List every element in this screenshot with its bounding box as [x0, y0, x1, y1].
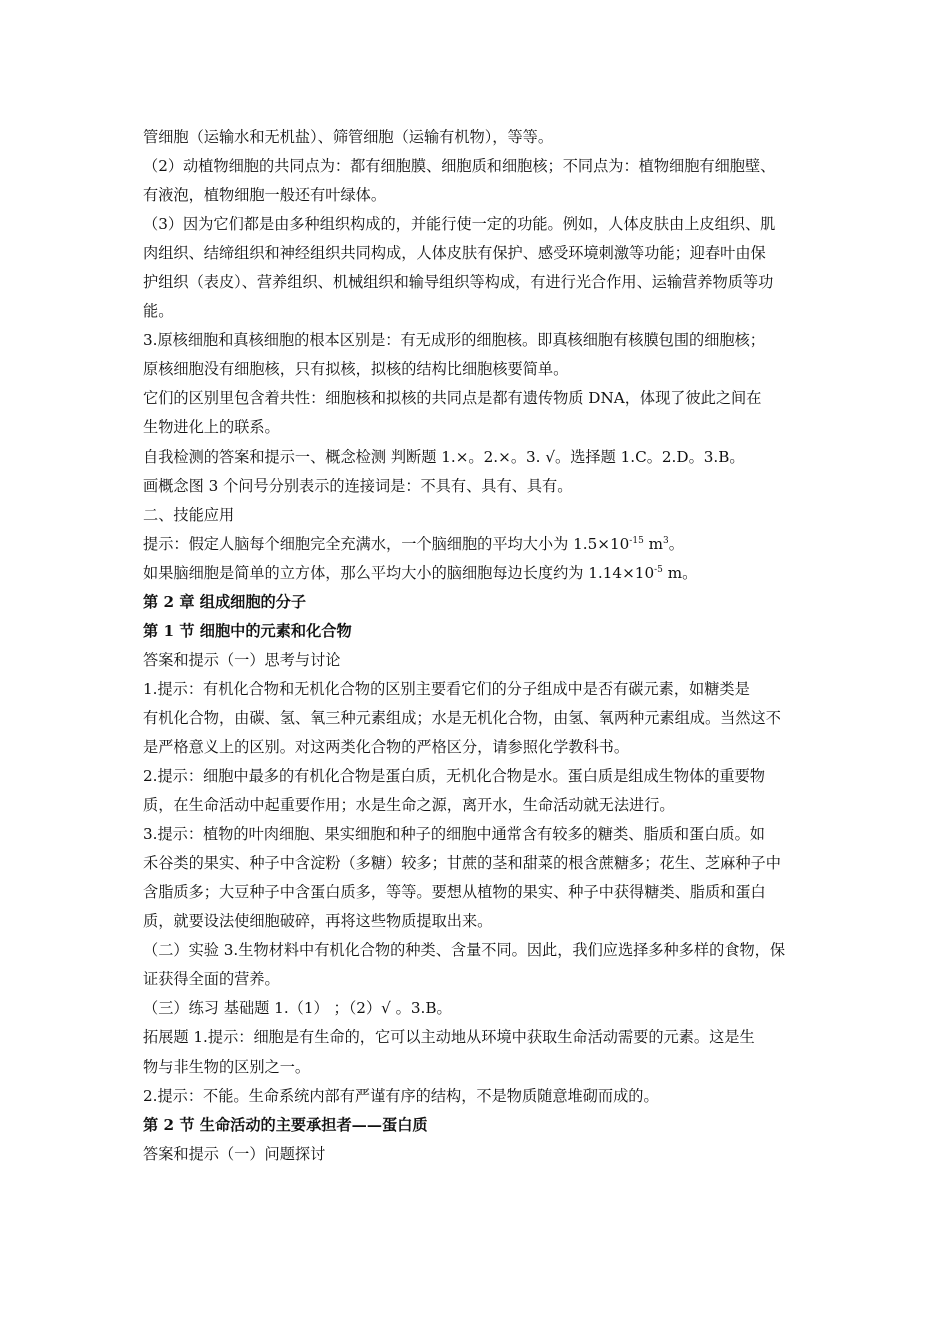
text-line: 答案和提示（一）思考与讨论	[143, 650, 341, 669]
text-line: 2.提示：细胞中最多的有机化合物是蛋白质，无机化合物是水。蛋白质是组成生物体的重要物	[143, 767, 765, 786]
text-line: 能。	[143, 302, 174, 321]
text-line: 物与非生物的区别之一。	[143, 1057, 311, 1076]
text-line: 原核细胞没有细胞核，只有拟核，拟核的结构比细胞核要简单。	[143, 360, 569, 379]
text-line: 含脂质多；大豆种子中含蛋白质多，等等。要想从植物的果实、种子中获得糖类、脂质和蛋白	[143, 883, 766, 902]
exponent: 3	[663, 535, 669, 546]
text-line: 质，就要设法使细胞破碎，再将这些物质提取出来。	[143, 912, 493, 931]
text-line: 拓展题 1.提示：细胞是有生命的，它可以主动地从环境中获取生命活动需要的元素。这是生	[143, 1028, 755, 1047]
text-line: 禾谷类的果实、种子中含淀粉（多糖）较多；甘蔗的茎和甜菜的根含蔗糖多；花生、芝麻种子中	[143, 854, 781, 873]
text-line: 护组织（表皮）、营养组织、机械组织和输导组织等构成，有进行光合作用、运输营养物质等功	[143, 273, 774, 292]
text-line: 证获得全面的营养。	[143, 970, 280, 989]
exponent: -15	[629, 535, 644, 546]
section-heading: 第 1 节 细胞中的元素和化合物	[143, 621, 352, 640]
text-line: 画概念图 3 个问号分别表示的连接词是：不具有、具有、具有。	[143, 476, 573, 495]
text-line: 3.提示：植物的叶肉细胞、果实细胞和种子的细胞中通常含有较多的糖类、脂质和蛋白质。如	[143, 825, 765, 844]
text-line: 1.提示：有机化合物和无机化合物的区别主要看它们的分子组成中是否有碳元素，如糖类是	[143, 679, 750, 698]
line-text: 提示：假定人脑每个细胞完全充满水，一个脑细胞的平均大小为 1.5×10	[143, 534, 630, 553]
text-line: 它们的区别里包含着共性：细胞核和拟核的共同点是都有遗传物质 DNA，体现了彼此之间在	[143, 389, 762, 408]
text-line: 有液泡，植物细胞一般还有叶绿体。	[143, 186, 386, 205]
text-line: 答案和提示（一）问题探讨	[143, 1144, 326, 1163]
text-line: （三）练习 基础题 1.（1） ；（2）√ 。3.B。	[143, 999, 452, 1018]
line-text: 。	[668, 534, 684, 553]
text-line: （二）实验 3.生物材料中有机化合物的种类、含量不同。因此，我们应选择多种多样的食物，保	[143, 941, 786, 960]
text-line: 有机化合物，由碳、氢、氧三种元素组成；水是无机化合物，由氢、氧两种元素组成。当然这不	[143, 708, 781, 727]
line-text: m	[643, 534, 664, 553]
text-line: （2）动植物细胞的共同点为：都有细胞膜、细胞质和细胞核；不同点为：植物细胞有细胞壁、	[143, 157, 776, 176]
text-line	[143, 559, 811, 588]
text-line: 2.提示：不能。生命系统内部有严谨有序的结构，不是物质随意堆砌而成的。	[143, 1086, 659, 1105]
text-line: 二、技能应用	[143, 505, 235, 524]
text-line: 生物进化上的联系。	[143, 418, 280, 437]
line-text: 如果脑细胞是简单的立方体，那么平均大小的脑细胞每边长度约为 1.14×10	[143, 563, 655, 582]
document-page	[143, 123, 811, 1169]
text-line: 质，在生命活动中起重要作用；水是生命之源，离开水，生命活动就无法进行。	[143, 796, 675, 815]
text-line: 自我检测的答案和提示一、概念检测 判断题 1.×。2.×。3. √。选择题 1.C。2.D。3.B。	[143, 447, 745, 466]
text-line	[143, 530, 811, 559]
section-heading: 第 2 节 生命活动的主要承担者——蛋白质	[143, 1115, 428, 1134]
text-line: （3）因为它们都是由多种组织构成的，并能行使一定的功能。例如，人体皮肤由上皮组织、肌	[143, 215, 776, 234]
text-line: 管细胞（运输水和无机盐）、筛管细胞（运输有机物），等等。	[143, 128, 554, 146]
line-text: m。	[662, 563, 698, 582]
chapter-heading: 第 2 章 组成细胞的分子	[143, 592, 307, 611]
text-line: 肉组织、结缔组织和神经组织共同构成，人体皮肤有保护、感受环境刺激等功能；迎春叶由保	[143, 244, 766, 263]
exponent: -5	[654, 564, 663, 575]
text-line: 3.原核细胞和真核细胞的根本区别是：有无成形的细胞核。即真核细胞有核膜包围的细胞核；	[143, 331, 765, 350]
text-line: 是严格意义上的区别。对这两类化合物的严格区分，请参照化学教科书。	[143, 737, 629, 756]
